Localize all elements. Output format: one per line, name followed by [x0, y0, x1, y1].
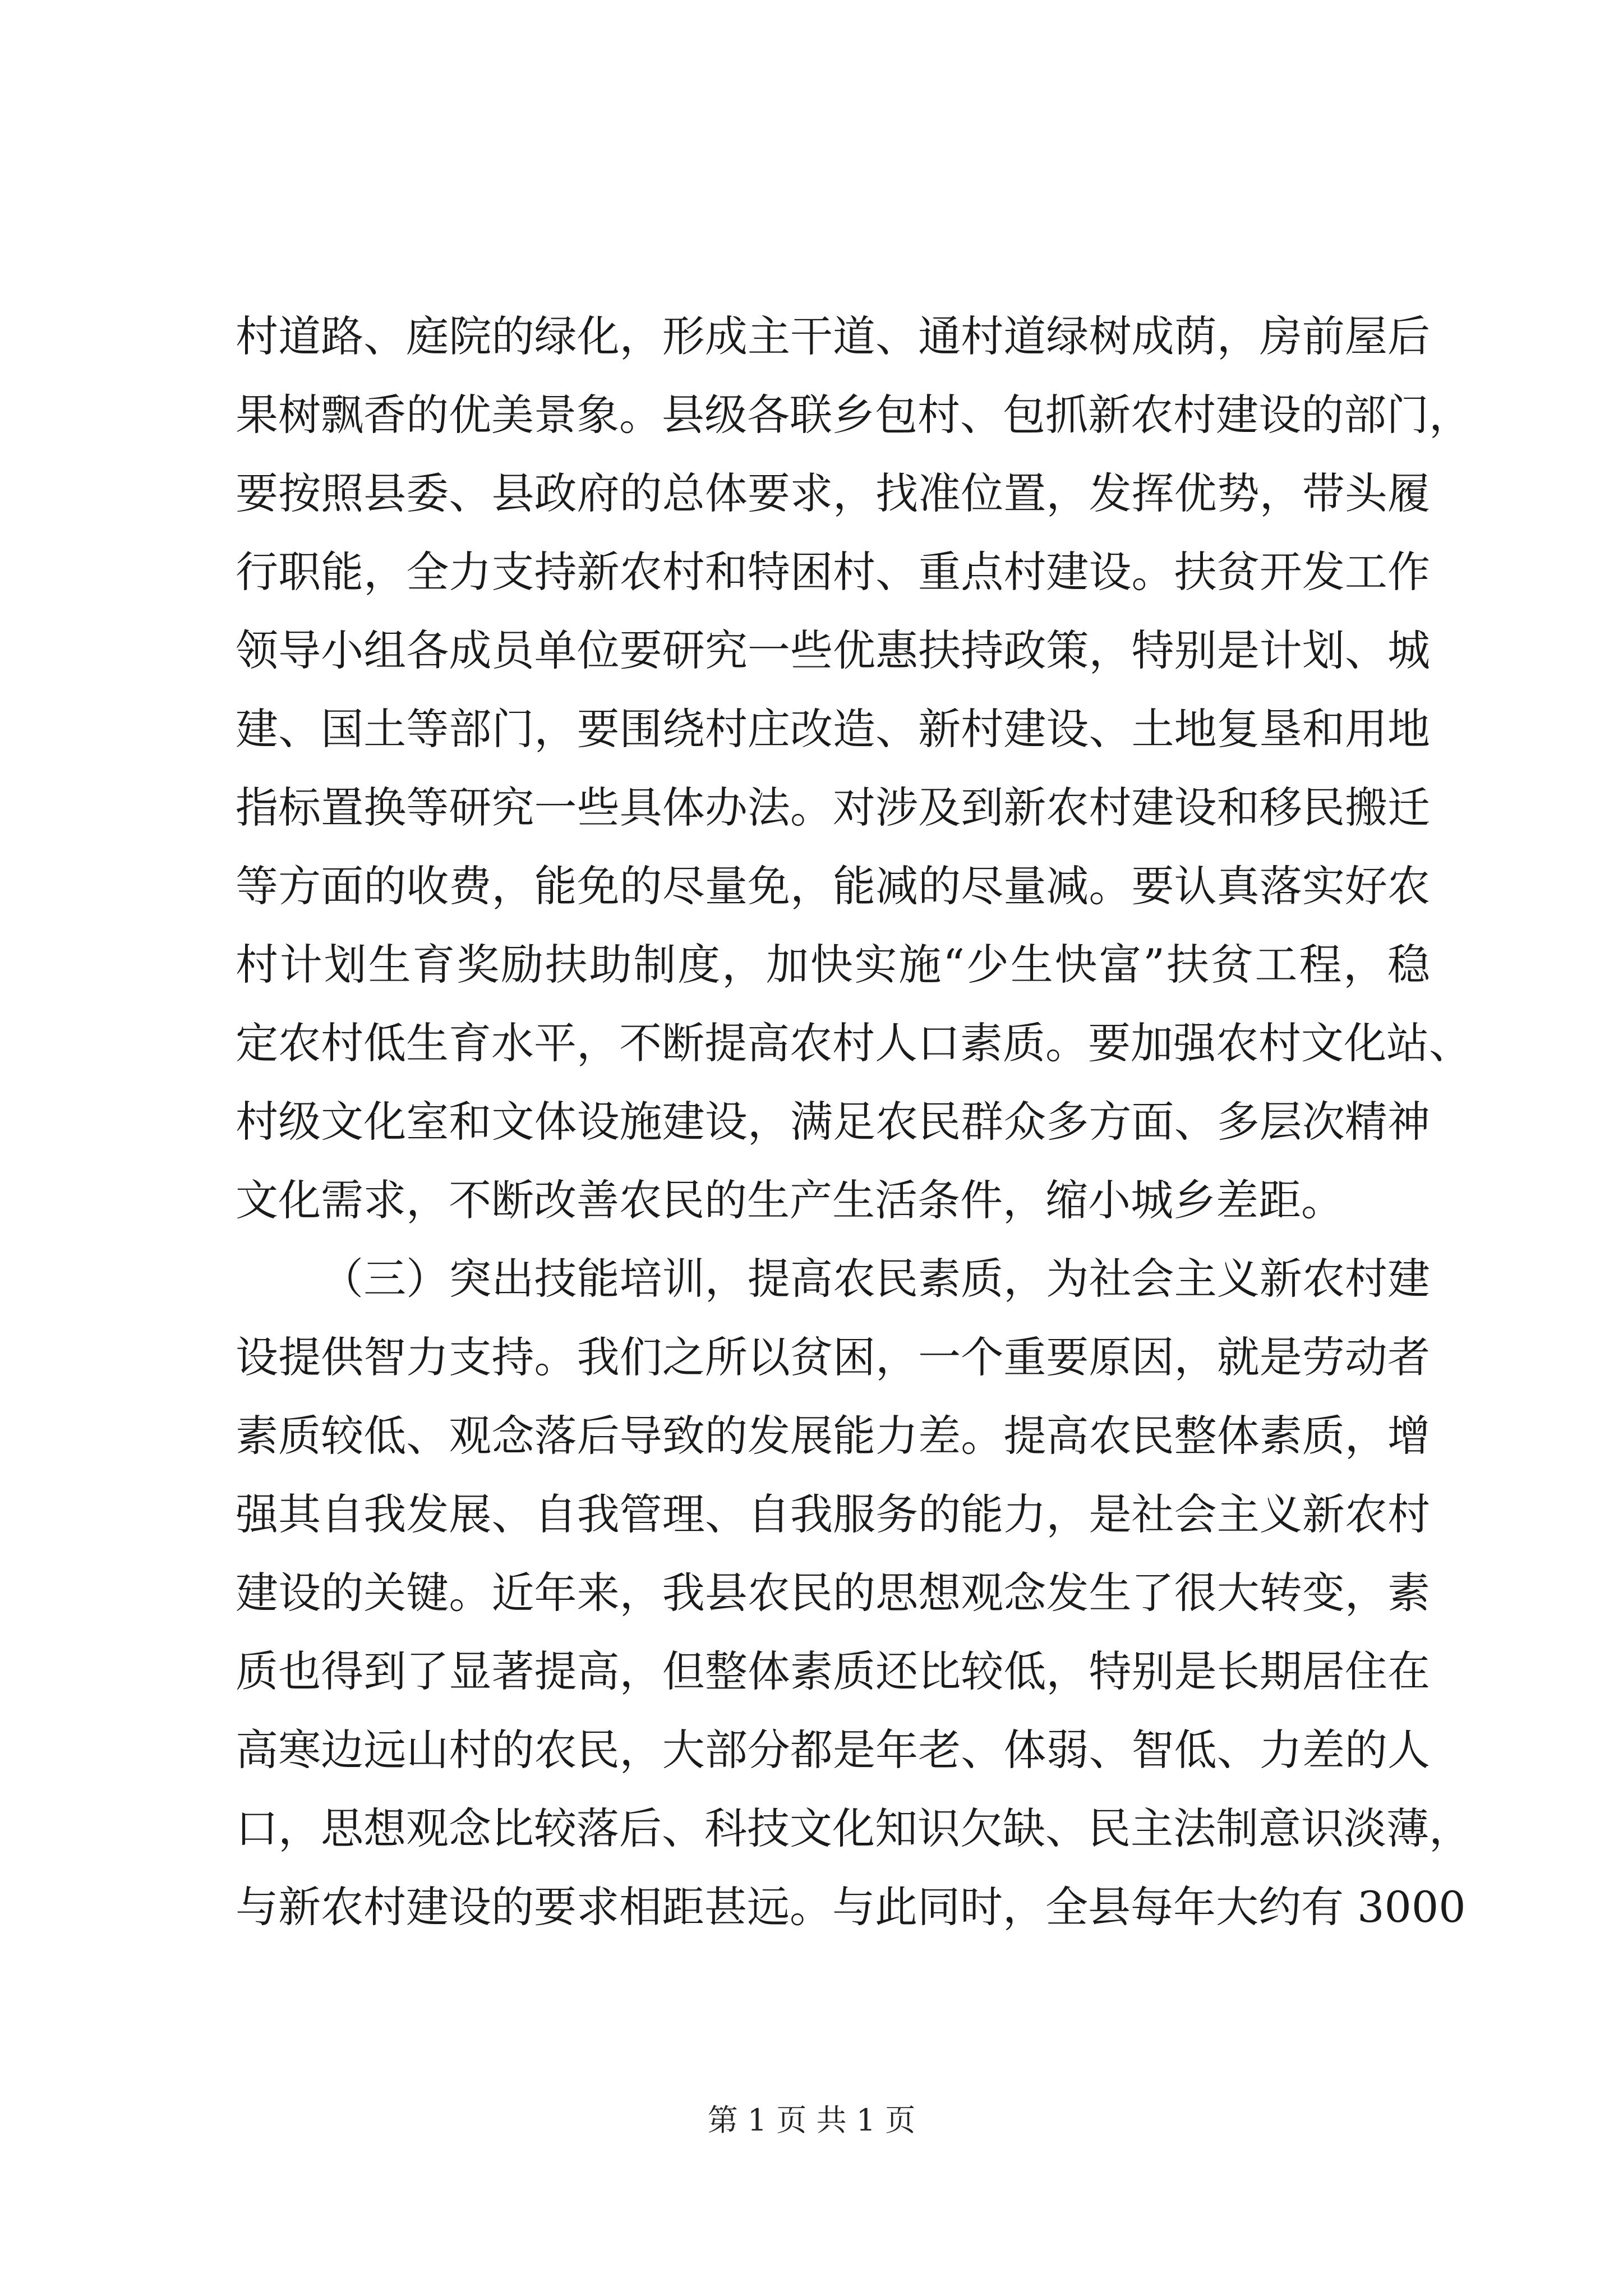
- section-heading-line: （三）突出技能培训，提高农民素质，为社会主义新农村建: [321, 1254, 1430, 1304]
- text-line: 强其自我发展、自我管理、自我服务的能力，是社会主义新农村: [236, 1489, 1430, 1539]
- text-line: 质也得到了显著提高，但整体素质还比较低，特别是长期居住在: [236, 1646, 1430, 1696]
- text-line: 村计划生育奖励扶助制度，加快实施“少生快富”扶贫工程，稳: [236, 940, 1430, 990]
- text-line: 行职能，全力支持新农村和特困村、重点村建设。扶贫开发工作: [236, 547, 1430, 597]
- text-line: 文化需求，不断改善农民的生产生活条件，缩小城乡差距。: [236, 1175, 1344, 1225]
- text-line: 与新农村建设的要求相距甚远。与此同时，全县每年大约有 3000: [236, 1882, 1466, 1932]
- text-line: 高寒边远山村的农民，大部分都是年老、体弱、智低、力差的人: [236, 1725, 1430, 1775]
- text-line: 领导小组各成员单位要研究一些优惠扶持政策，特别是计划、城: [236, 625, 1430, 675]
- document-body: [236, 297, 1472, 1947]
- text-line: 村道路、庭院的绿化，形成主干道、通村道绿树成荫，房前屋后: [236, 311, 1430, 361]
- text-line: 口，思想观念比较落后、科技文化知识欠缺、民主法制意识淡薄，: [236, 1803, 1472, 1853]
- text-line: 村级文化室和文体设施建设，满足农民群众多方面、多层次精神: [236, 1097, 1430, 1147]
- text-line: 果树飘香的优美景象。县级各联乡包村、包抓新农村建设的部门，: [236, 390, 1472, 440]
- text-line: 要按照县委、县政府的总体要求，找准位置，发挥优势，带头履: [236, 468, 1430, 518]
- text-line: 建、国土等部门，要围绕村庄改造、新村建设、土地复垦和用地: [236, 704, 1430, 754]
- text-line: 指标置换等研究一些具体办法。对涉及到新农村建设和移民搬迁: [236, 783, 1430, 832]
- text-line: 定农村低生育水平，不断提高农村人口素质。要加强农村文化站、: [236, 1018, 1472, 1068]
- text-line: 素质较低、观念落后导致的发展能力差。提高农民整体素质，增: [236, 1411, 1430, 1461]
- text-line: 建设的关键。近年来，我县农民的思想观念发生了很大转变，素: [236, 1568, 1430, 1618]
- text-line: 设提供智力支持。我们之所以贫困，一个重要原因，就是劳动者: [236, 1332, 1430, 1382]
- text-line: 等方面的收费，能免的尽量免，能减的尽量减。要认真落实好农: [236, 861, 1430, 911]
- page-number-footer: 第 1 页 共 1 页: [707, 2102, 916, 2138]
